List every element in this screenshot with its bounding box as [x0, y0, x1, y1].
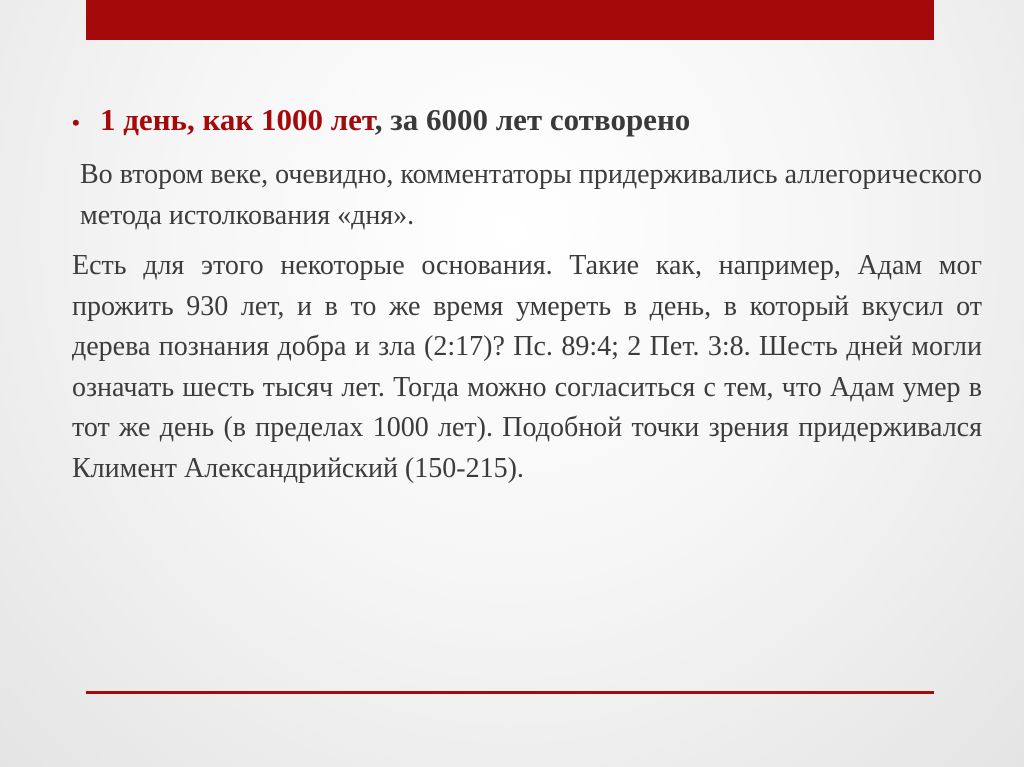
heading-rest-text: , за 6000 лет сотворено: [374, 102, 691, 137]
slide-content: [72, 100, 982, 489]
bottom-divider-line: [86, 691, 934, 694]
bullet-icon: •: [72, 110, 80, 135]
paragraph-1: Во втором веке, очевидно, комментаторы придерживались аллегорического метода истолкования «дня».: [80, 159, 982, 231]
heading-accent-text: 1 день, как 1000 лет: [100, 102, 375, 137]
top-accent-bar: [86, 0, 934, 40]
paragraph-2: Есть для этого некоторые основания. Такие как, например, Адам мог прожить 930 лет, и в то же время умереть в день, в который вкусил от дерева познания добра и зла (2:17)? Пс. 89:4; 2 Пет. 3:8. Шесть дней могли означать шесть тысяч лет. Тогда можно согласиться с тем, что Адам умер в тот же день (в пределах 1000 лет). Подобной точки зрения придерживался Климент Александрийский (150-215).: [72, 250, 982, 484]
slide-heading: [72, 100, 982, 143]
